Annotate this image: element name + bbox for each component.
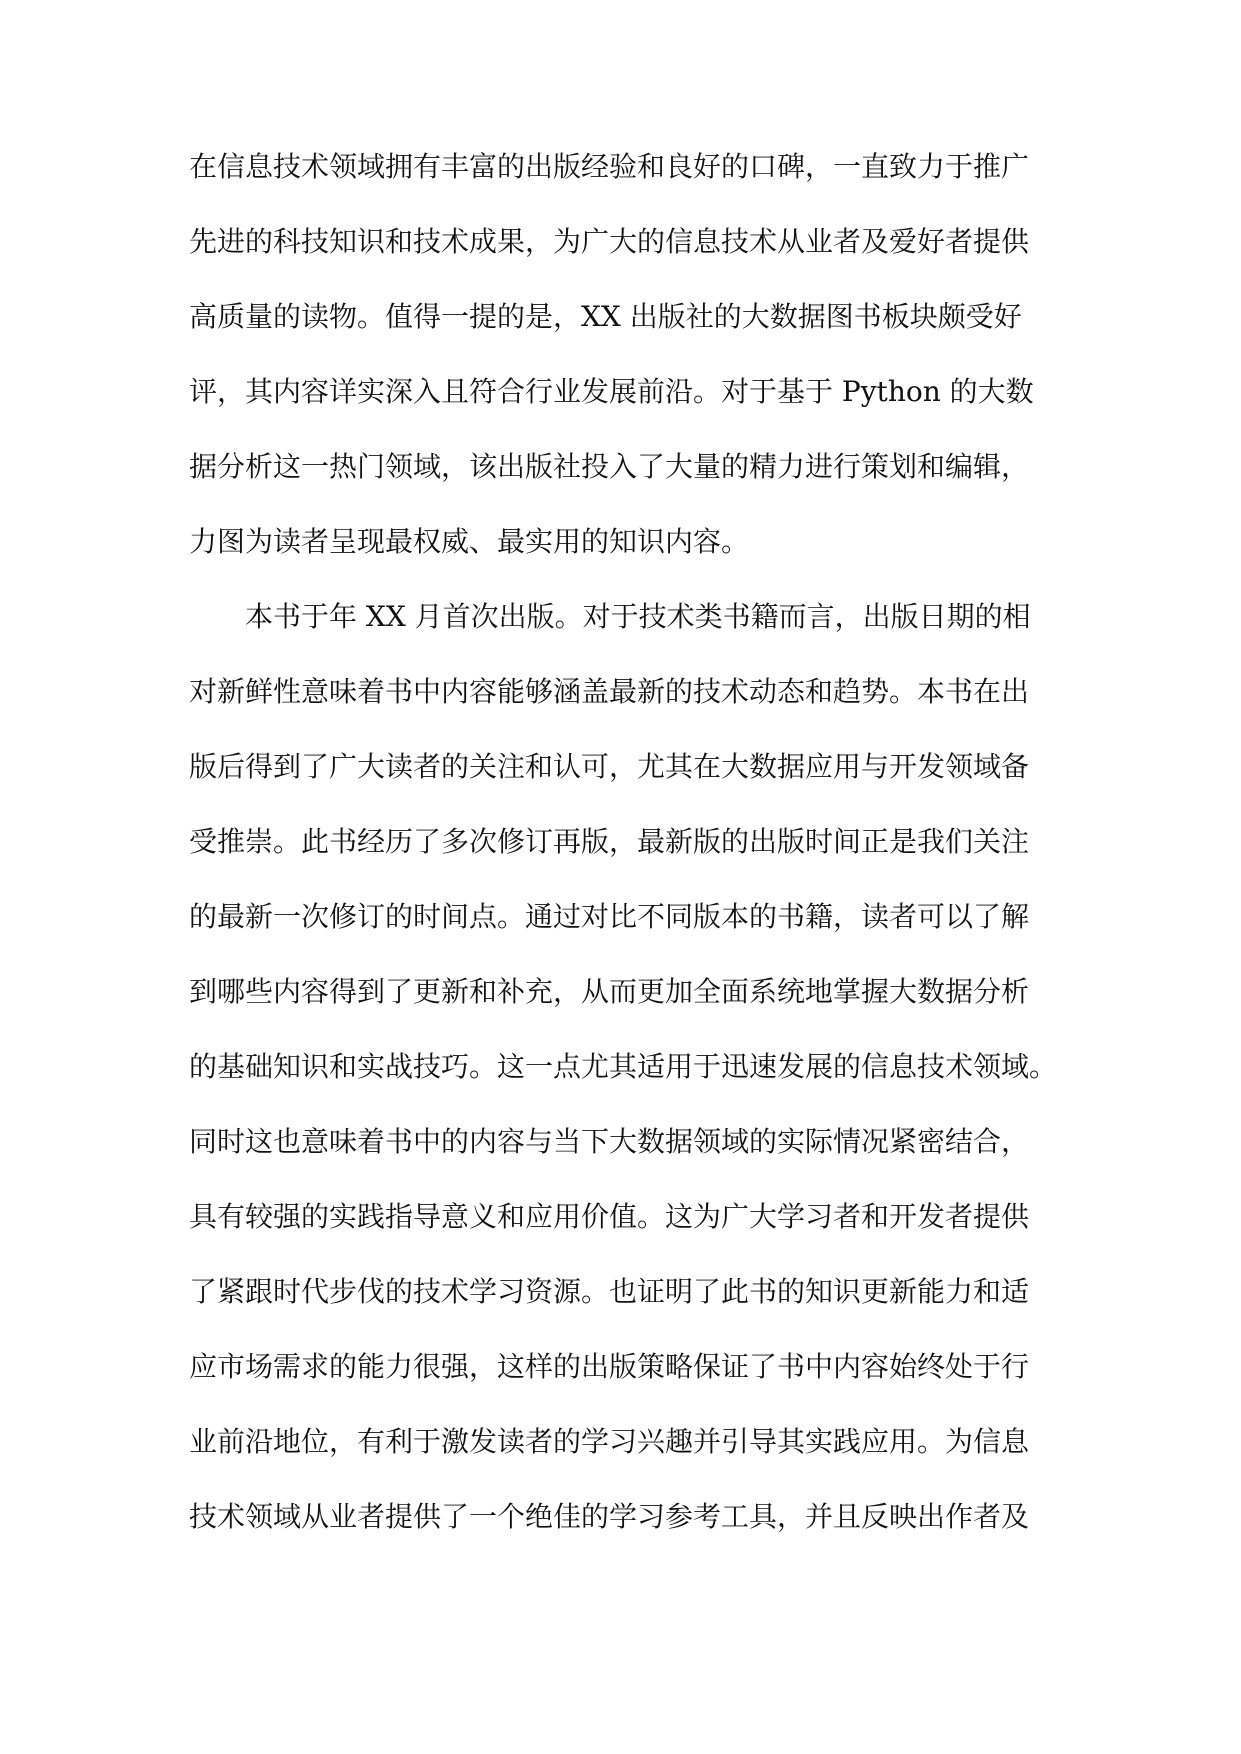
paragraph-line: 据分析这一热门领域，该出版社投入了大量的精力进行策划和编辑，: [189, 450, 1030, 483]
paragraph-line: 力图为读者呈现最权威、最实用的知识内容。: [189, 525, 750, 558]
paragraph-line: 了紧跟时代步伐的技术学习资源。也证明了此书的知识更新能力和适: [189, 1275, 1030, 1308]
paragraph-line: 应市场需求的能力很强，这样的出版策略保证了书中内容始终处于行: [189, 1350, 1030, 1383]
paragraph-line: 到哪些内容得到了更新和补充，从而更加全面系统地掌握大数据分析: [189, 975, 1030, 1008]
paragraph-line: 评，其内容详实深入且符合行业发展前沿。对于基于 Python 的大数: [189, 375, 1034, 408]
paragraph-line: 业前沿地位，有利于激发读者的学习兴趣并引导其实践应用。为信息: [189, 1425, 1030, 1458]
paragraph-line: 的最新一次修订的时间点。通过对比不同版本的书籍，读者可以了解: [189, 900, 1030, 933]
paragraph-1: [189, 129, 1079, 579]
paragraph-line: 同时这也意味着书中的内容与当下大数据领域的实际情况紧密结合，: [189, 1125, 1030, 1158]
paragraph-line: 技术领域从业者提供了一个绝佳的学习参考工具，并且反映出作者及: [189, 1500, 1030, 1533]
body-text: [189, 129, 1079, 1554]
paragraph-line: 高质量的读物。值得一提的是，XX 出版社的大数据图书板块颇受好: [189, 300, 1022, 333]
paragraph-line: 对新鲜性意味着书中内容能够涵盖最新的技术动态和趋势。本书在出: [189, 675, 1030, 708]
paragraph-line: 具有较强的实践指导意义和应用价值。这为广大学习者和开发者提供: [189, 1200, 1030, 1233]
paragraph-line: 先进的科技知识和技术成果，为广大的信息技术从业者及爱好者提供: [189, 225, 1030, 258]
paragraph-line: 在信息技术领域拥有丰富的出版经验和良好的口碑，一直致力于推广: [189, 150, 1030, 183]
paragraph-line: 受推崇。此书经历了多次修订再版，最新版的出版时间正是我们关注: [189, 825, 1030, 858]
paragraph-line: 版后得到了广大读者的关注和认可，尤其在大数据应用与开发领域备: [189, 750, 1030, 783]
paragraph-line: 的基础知识和实战技巧。这一点尤其适用于迅速发展的信息技术领域。: [189, 1050, 1058, 1083]
paragraph-2: [189, 579, 1079, 1554]
paragraph-line: 本书于年 XX 月首次出版。对于技术类书籍而言，出版日期的相: [245, 600, 1031, 633]
